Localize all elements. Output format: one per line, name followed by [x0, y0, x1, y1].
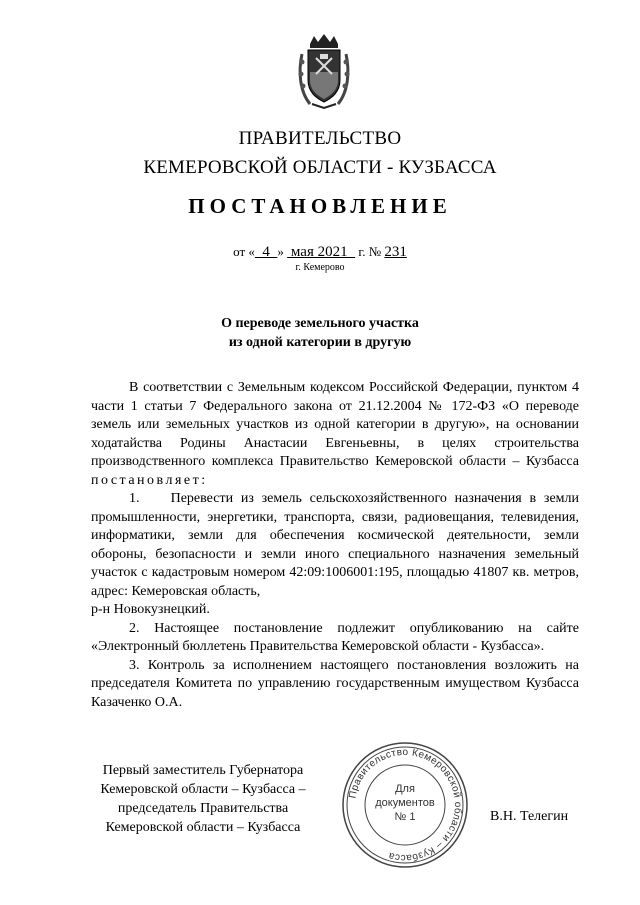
signatory-position: Первый заместитель Губернатора Кемеровской области – Кузбасса – председатель Правительства Кемеровской области – Кузбасса: [100, 763, 306, 835]
date-year-suffix: г.: [358, 244, 366, 259]
stamp-line1: Для: [395, 783, 415, 795]
date-day: 4: [262, 244, 270, 260]
subject-line1: О переводе земельного участка: [221, 316, 419, 331]
document-body: [91, 379, 579, 712]
item-1-last-line: р-н Новокузнецкий.: [91, 602, 210, 617]
signatory-name: В.Н. Телегин: [490, 809, 569, 824]
number-prefix: №: [368, 244, 382, 259]
intro-paragraph: В соответствии с Земельным кодексом Российской Федерации, пунктом 4 части 1 статьи 7 Федерального закона от 21.12.2004 № 172-ФЗ «О переводе земель или земельных участков из одной категории в другую», на основании ходатайства Родины Анастасии Евгеньевны, в целях строительства производственного комплекса Правительство Кемеровской области – Кузбасса постановляет:: [91, 380, 579, 488]
coat-of-arms-icon: [296, 32, 352, 112]
subject-line2: из одной категории в другую: [228, 335, 412, 350]
document-number: 231: [384, 244, 407, 260]
org-name-line2: КЕМЕРОВСКОЙ ОБЛАСТИ - КУЗБАССА: [143, 157, 497, 178]
item-3-paragraph: 3. Контроль за исполнением настоящего постановления возложить на председателя Комитета по управлению государственным имуществом Кузбасса Казаченко О.А.: [91, 657, 579, 710]
stamp-line2: документов: [375, 797, 435, 809]
city-label: г. Кемерово: [295, 262, 345, 273]
item-1-paragraph: 1. Перевести из земель сельскохозяйственного назначения в земли промышленности, энергетики, транспорта, связи, радиовещания, телевидения, информатики, земли для обеспечения космической деятельности, земли обороны, безопасности и земли иного специального назначения земельный участок с кадастровым номером 42:09:1006001:195, площадью 41807 кв. метров, адрес: Кемеровская область,: [91, 491, 579, 599]
date-prefix: от «: [233, 244, 255, 259]
date-number-line: [0, 244, 640, 261]
document-subject: [0, 314, 640, 352]
date-month-year: мая 2021: [290, 244, 348, 260]
stamp-ring-text: Правительство Кемеровской области – Кузбасса: [347, 746, 464, 864]
org-name-line1: ПРАВИТЕЛЬСТВО: [238, 128, 402, 149]
document-type-title: ПОСТАНОВЛЕНИЕ: [188, 194, 452, 218]
item-2-paragraph: 2. Настоящее постановление подлежит опубликованию на сайте «Электронный бюллетень Правительства Кемеровской области - Кузбасса».: [91, 620, 579, 654]
date-mid: »: [277, 244, 284, 259]
stamp-line3: № 1: [394, 811, 416, 823]
official-stamp-icon: [340, 740, 470, 870]
resolves-word: постановляет:: [91, 472, 208, 488]
